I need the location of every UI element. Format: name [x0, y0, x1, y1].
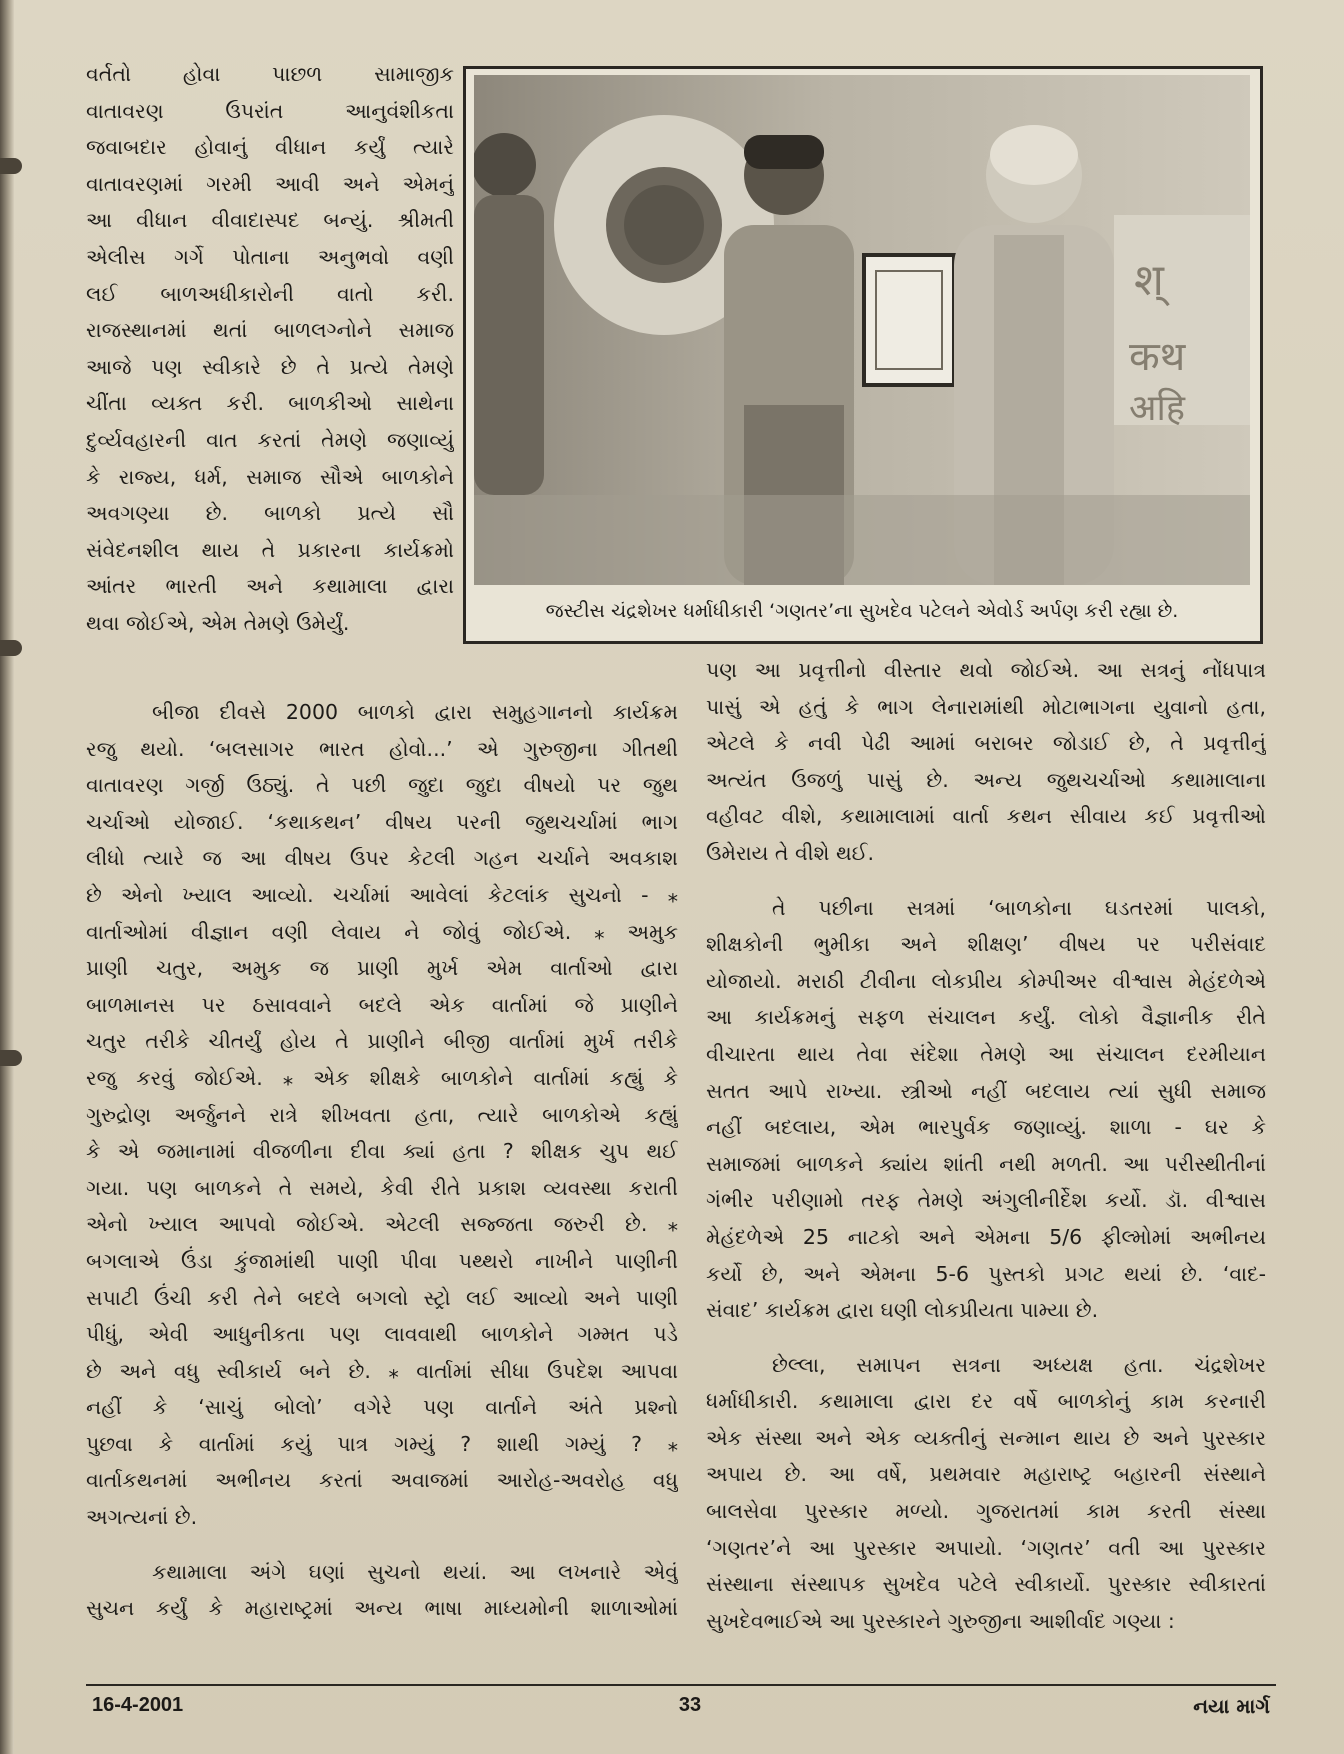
text-line: સપાટી ઉંચી કરી તેને બદલે બગલો સ્ટ્રો લઈ આવ્યો અને પાણી: [86, 1285, 678, 1310]
text-line: સુખદેવભાઈએ આ પુરસ્કારને ગુરુજીના આશીર્વાદ ગણ્યા :: [706, 1608, 1175, 1633]
text-line: બગલાએ ઉંડા કુંજામાંથી પાણી પીવા પથ્થરો નાખીને પાણીની: [86, 1248, 678, 1273]
photo-caption: જસ્ટીસ ચંદ્રશેખર ધર્માધીકારી ‘ગણતર’ના સુખદેવ પટેલને એવોર્ડ અર્પણ કરી રહ્યા છે.: [545, 600, 1179, 622]
text-line: સંવેદનશીલ થાય તે પ્રકારના કાર્યક્રમો: [86, 537, 454, 562]
text-line: લઈ બાળઅધીકારોની વાતો કરી.: [86, 281, 454, 306]
banner-text: कथ: [1129, 334, 1186, 380]
magazine-name: નયા માર્ગ: [1193, 1694, 1270, 1718]
page-spine-shadow: [0, 0, 14, 1754]
text-line: વર્તતો હોવા પાછળ સામાજીક: [86, 62, 454, 86]
text-line: બાલસેવા પુરસ્કાર મળ્યો. ગુજરાતમાં કામ કરતી સંસ્થા: [706, 1499, 1266, 1524]
text-line: ચીંતા વ્યક્ત કરી. બાળકીઓ સાથેના: [86, 391, 454, 416]
page-number: 33: [678, 1694, 702, 1716]
text-line: એનો ખ્યાલ આપવો જોઈએ. એટલી સજ્જતા જરુરી છે. ⁎: [86, 1212, 678, 1237]
text-line: થવા જોઈએ, એમ તેમણે ઉમેર્યું.: [86, 610, 350, 635]
text-line: ચર્ચાઓ યોજાઈ. ‘કથાકથન’ વીષય પરની જુથચર્ચામાં ભાગ: [86, 809, 678, 834]
text-line: ઉમેરાય તે વીશે થઈ.: [706, 840, 875, 865]
text-line: તે પછીના સત્રમાં ‘બાળકોના ઘડતરમાં પાલકો,: [772, 895, 1266, 920]
footer-rule: [86, 1684, 1276, 1686]
text-line: વાર્તાઓમાં વીજ્ઞાન વણી લેવાય ને જોવું જોઈએ. ⁎ અમુક: [86, 919, 678, 944]
text-line: શીક્ષકોની ભુમીકા અને શીક્ષણ’ વીષય પર પરીસંવાદ: [706, 932, 1266, 957]
text-line: વાતાવરણ ઉપરાંત આનુવંશીકતા: [86, 98, 454, 123]
text-line: ગયા. પણ બાળકને તે સમયે, કેવી રીતે પ્રકાશ વ્યવસ્થા કરાતી: [86, 1175, 678, 1200]
text-line: એક સંસ્થા અને એક વ્યક્તીનું સન્માન થાય છે અને પુરસ્કાર: [706, 1425, 1266, 1450]
binding-hole: [0, 1050, 22, 1066]
text-line: વાતાવરણ ગર્જી ઉઠ્યું. તે પછી જુદા જુદા વીષયો પર જુથ: [86, 773, 678, 798]
text-line: પણ આ પ્રવૃત્તીનો વીસ્તાર થવો જોઈએ. આ સત્રનું નોંધપાત્ર: [706, 658, 1266, 682]
text-line: પીધું, એવી આધુનીકતા પણ લાવવાથી બાળકોને ગમ્મત પડે: [86, 1322, 678, 1347]
text-line: રજુ થયો. ‘બલસાગર ભારત હોવો...’ એ ગુરુજીના ગીતથી: [86, 736, 678, 761]
text-line: આ વીધાન વીવાદાસ્પદ બન્યું. શ્રીમતી: [86, 208, 454, 233]
banner-text: अहि: [1129, 388, 1185, 429]
text-line: યોજાયો. મરાઠી ટીવીના લોકપ્રીય કોમ્પીઅર વીશ્વાસ મેહંદળેએ: [706, 968, 1266, 993]
text-line: ગુરુદ્રોણ અર્જુનને રાત્રે શીખવતા હતા, ત્યારે બાળકોએ કહ્યું: [86, 1102, 678, 1127]
text-line: છે એનો ખ્યાલ આવ્યો. ચર્ચામાં આવેલાં કેટલાંક સુચનો - ⁎: [86, 882, 678, 907]
binding-hole: [0, 640, 22, 656]
text-line: સંવાદ’ કાર્યક્રમ દ્વારા ઘણી લોકપ્રીયતા પામ્યા છે.: [706, 1298, 1099, 1323]
paragraph: [706, 652, 1266, 872]
paragraph: [86, 56, 454, 642]
text-line: એલીસ ગર્ગે પોતાના અનુભવો વણી: [86, 244, 454, 269]
text-line: અવગણ્યા છે. બાળકો પ્રત્યે સૌ: [86, 501, 454, 526]
issue-date: 16-4-2001: [92, 1694, 184, 1716]
text-line: આ કાર્યક્રમનું સફળ સંચાલન કર્યું. લોકો વૈજ્ઞાનીક રીતે: [706, 1005, 1266, 1030]
paragraph: [706, 890, 1266, 1329]
text-line: વહીવટ વીશે, કથામાલામાં વાર્તા કથન સીવાય કઈ પ્રવૃત્તીઓ: [706, 804, 1266, 829]
binding-hole: [0, 158, 22, 174]
text-line: એટલે કે નવી પેઢી આમાં બરાબર જોડાઈ છે, તે પ્રવૃત્તીનું: [706, 731, 1266, 756]
banner-text: श्: [1134, 255, 1164, 306]
text-line: રજુ કરવું જોઈએ. ⁎ એક શીક્ષકે બાળકોને વાર્તામાં કહ્યું કે: [86, 1065, 678, 1090]
text-line: પુછવા કે વાર્તામાં કયું પાત્ર ગમ્યું ? શાથી ગમ્યું ? ⁎: [86, 1431, 678, 1456]
text-line: પ્રાણી ચતુર, અમુક જ પ્રાણી મુર્ખ એમ વાર્તાઓ દ્વારા: [86, 956, 678, 981]
photo-box: [463, 66, 1263, 644]
award-ceremony-photo: [474, 75, 1250, 585]
text-line: મેહંદળેએ 25 નાટકો અને એમના 5/6 ફીલ્મોમાં અભીનય: [706, 1224, 1266, 1249]
text-line: ગંભીર પરીણામો તરફ તેમણે અંગુલીનીર્દેશ કર્યો. ડૉ. વીશ્વાસ: [706, 1188, 1266, 1213]
text-line: કર્યો છે, અને એમના 5-6 પુસ્તકો પ્રગટ થયાં છે. ‘વાદ-: [706, 1261, 1266, 1286]
left-column: [86, 694, 678, 1627]
text-line: અત્યંત ઉજળું પાસું છે. અન્ય જુથચર્ચાઓ કથામાલાના: [706, 767, 1266, 792]
text-line: રાજસ્થાનમાં થતાં બાળલગ્નોને સમાજ: [86, 318, 454, 343]
text-line: વાર્તાકથનમાં અભીનય કરતાં અવાજમાં આરોહ-અવરોહ વધુ: [86, 1468, 678, 1493]
text-line: ધર્માધીકારી. કથામાલા દ્વારા દર વર્ષે બાળકોનું કામ કરનારી: [706, 1389, 1266, 1414]
text-line: દુર્વ્યવહારની વાત કરતાં તેમણે જણાવ્યું: [86, 427, 454, 452]
text-line: પાસું એ હતું કે ભાગ લેનારામાંથી મોટાભાગના યુવાનો હતા,: [706, 694, 1266, 719]
text-line: સમાજમાં બાળકને ક્યાંય શાંતી નથી મળતી. આ પરીસ્થીતીનાં: [706, 1151, 1266, 1176]
text-line: કે રાજ્ય, ધર્મ, સમાજ સૌએ બાળકોને: [86, 464, 454, 489]
text-line: ચતુર તરીકે ચીતર્યું હોય તે પ્રાણીને બીજી વાર્તામાં મુર્ખ તરીકે: [86, 1029, 678, 1054]
certificate-frame: [864, 255, 954, 385]
table-foreground: [474, 495, 1250, 585]
paragraph: [86, 694, 678, 1536]
text-line: સતત આપે રાખ્યા. સ્ત્રીઓ નહીં બદલાય ત્યાં સુધી સમાજ: [706, 1078, 1266, 1103]
text-line: ‘ગણતર’ને આ પુરસ્કાર અપાયો. ‘ગણતર’ વતી આ પુરસ્કાર: [706, 1535, 1266, 1560]
text-line: જવાબદાર હોવાનું વીધાન કર્યું ત્યારે: [86, 135, 454, 160]
text-line: સુચન કર્યું કે મહારાષ્ટ્રમાં અન્ય ભાષા માધ્યમોની શાળાઓમાં: [86, 1596, 678, 1621]
text-line: નહીં બદલાય, એમ ભારપુર્વક જણાવ્યું. શાળા - ઘર કે: [706, 1115, 1266, 1140]
text-line: કે એ જમાનામાં વીજળીના દીવા ક્યાં હતા ? શીક્ષક ચુપ થઈ: [86, 1139, 678, 1164]
text-line: આજે પણ સ્વીકારે છે તે પ્રત્યે તેમણે: [86, 354, 454, 379]
text-line: બાળમાનસ પર ઠસાવવાને બદલે એક વાર્તામાં જે પ્રાણીને: [86, 992, 678, 1017]
text-line: અગત્યનાં છે.: [86, 1505, 198, 1530]
text-line: કથામાલા અંગે ઘણાં સુચનો થયાં. આ લખનારે એવું: [152, 1559, 678, 1584]
text-line: સંસ્થાના સંસ્થાપક સુખદેવ પટેલે સ્વીકાર્યો. પુરસ્કાર સ્વીકારતાં: [706, 1572, 1266, 1597]
paragraph: [86, 1554, 678, 1627]
text-line: વાતાવરણમાં ગરમી આવી અને એમનું: [86, 171, 454, 196]
text-line: નહીં કે ‘સાચું બોલો’ વગેરે પણ વાર્તાને અંતે પ્રશ્નો: [86, 1395, 678, 1420]
top-narrow-column: [86, 56, 454, 642]
right-column: [706, 652, 1266, 1639]
text-line: છે અને વધુ સ્વીકાર્ય બને છે. ⁎ વાર્તામાં સીધા ઉપદેશ આપવા: [86, 1358, 678, 1383]
text-line: આંતર ભારતી અને કથામાલા દ્વારા: [86, 574, 454, 599]
text-line: છેલ્લા, સમાપન સત્રના અધ્યક્ષ હતા. ચંદ્રશેખર: [772, 1352, 1266, 1377]
text-line: લીધો ત્યારે જ આ વીષય ઉપર કેટલી ગહન ચર્ચાને અવકાશ: [86, 846, 678, 871]
text-line: અપાય છે. આ વર્ષે, પ્રથમવાર મહારાષ્ટ્ર બહારની સંસ્થાને: [706, 1462, 1266, 1487]
paragraph: [706, 1347, 1266, 1640]
text-line: બીજા દીવસે 2000 બાળકો દ્વારા સમુહગાનનો કાર્યક્રમ: [152, 700, 678, 724]
text-line: વીચારતા થાય તેવા સંદેશા તેમણે આ સંચાલન દરમીયાન: [706, 1041, 1266, 1066]
